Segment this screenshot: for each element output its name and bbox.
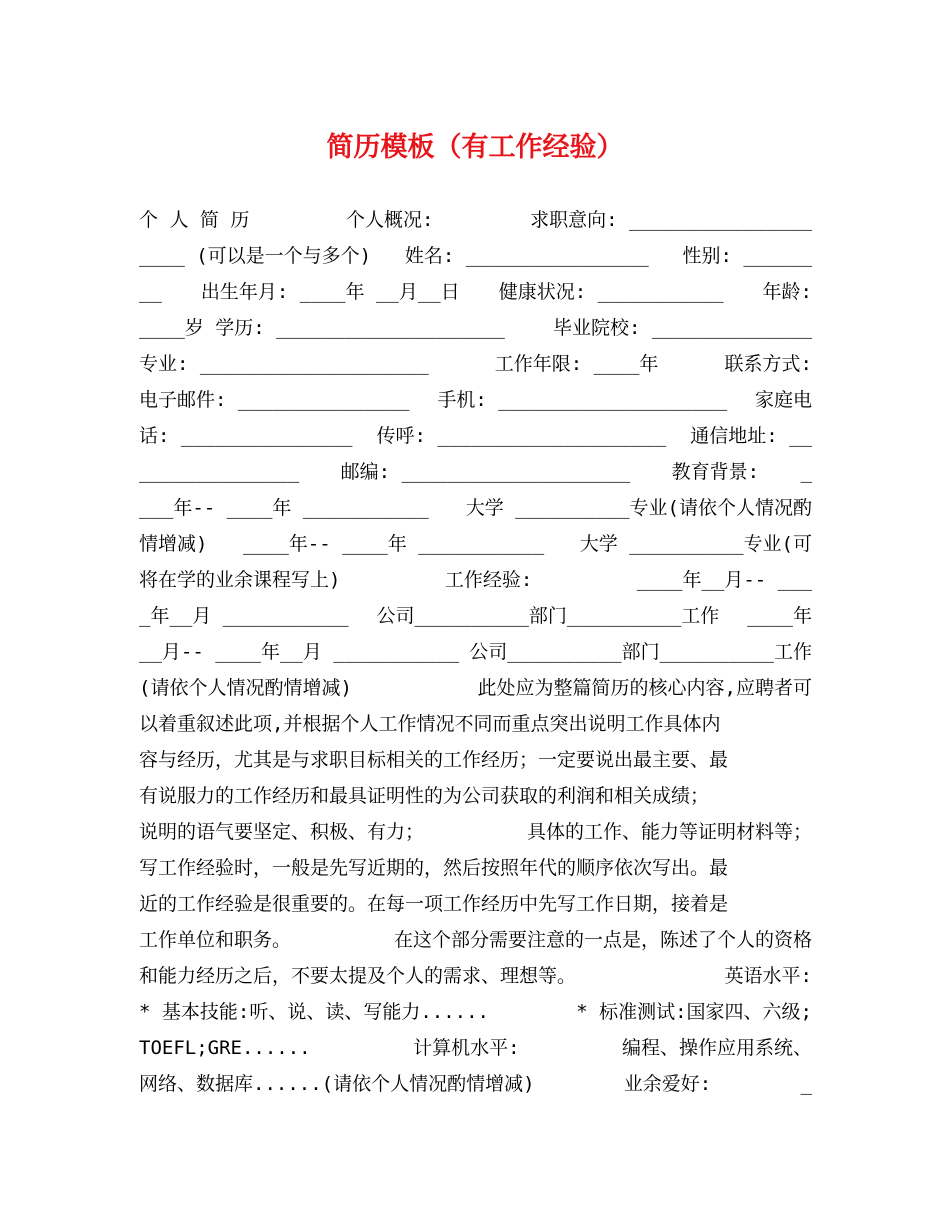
text-segment: 编程、操作应用系统、 bbox=[621, 1037, 812, 1059]
text-line bbox=[139, 490, 812, 526]
text-line bbox=[139, 598, 812, 634]
resume-template-body bbox=[139, 202, 812, 1102]
text-segment: 英语水平: bbox=[724, 965, 812, 987]
text-line bbox=[139, 706, 812, 742]
text-segment: ____年-- ____年 ___________ bbox=[243, 533, 545, 555]
text-segment: 健康状况: ___________ bbox=[498, 281, 724, 303]
text-segment: __月-- ____年__月 ___________ bbox=[139, 641, 460, 663]
text-segment: 具体的工作、能力等证明材料等； bbox=[526, 821, 812, 843]
text-line bbox=[139, 958, 812, 994]
text-segment: 电子邮件: _______________ bbox=[139, 389, 410, 411]
text-segment: 毕业院校: ______________ bbox=[552, 317, 812, 339]
text-line bbox=[139, 814, 812, 850]
text-segment: 大学 __________专业(请依个人情况酌 bbox=[465, 497, 812, 519]
text-line bbox=[139, 994, 812, 1030]
text-segment: 以着重叙述此项,并根据个人工作情况不同而重点突出说明工作具体内 bbox=[139, 713, 721, 735]
text-segment: ____岁 学历: ____________________ bbox=[139, 317, 505, 339]
text-segment: ____ (可以是一个与多个) bbox=[139, 245, 372, 267]
text-segment: 说明的语气要坚定、积极、有力； bbox=[139, 821, 425, 843]
text-segment: _ bbox=[800, 1073, 812, 1095]
text-segment: 姓名: ________________ bbox=[404, 245, 649, 267]
text-segment: 写工作经验时，一般是先写近期的，然后按照年代的顺序依次写出。最 bbox=[139, 857, 729, 879]
text-segment: 邮编: ____________________ bbox=[340, 461, 631, 483]
text-segment: 性别: ______ bbox=[682, 245, 812, 267]
text-segment: 家庭电 bbox=[754, 389, 812, 411]
text-segment: 话: _______________ bbox=[139, 425, 353, 447]
text-segment: 情增减) bbox=[139, 533, 208, 555]
text-segment: _年__月 ___________ bbox=[139, 605, 349, 627]
text-segment: 出生年月: ____年 __月__日 bbox=[200, 281, 460, 303]
text-segment: 教育背景: bbox=[671, 461, 760, 483]
text-segment: _ bbox=[800, 461, 812, 483]
text-segment: ____年 bbox=[747, 605, 812, 627]
text-segment: 在这个部分需要注意的一点是，陈述了个人的资格 bbox=[393, 929, 812, 951]
text-line bbox=[139, 418, 812, 454]
text-segment: (请依个人情况酌情增减) bbox=[139, 677, 352, 699]
text-segment: TOEFL;GRE...... bbox=[139, 1037, 311, 1059]
text-segment: 传呼: ____________________ bbox=[376, 425, 667, 447]
text-line bbox=[139, 1030, 812, 1066]
text-segment: ______________ bbox=[139, 461, 300, 483]
text-line bbox=[139, 922, 812, 958]
text-segment: 将在学的业余课程写上) bbox=[139, 569, 341, 591]
text-segment: 此处应为整篇简历的核心内容,应聘者可 bbox=[477, 677, 812, 699]
text-line bbox=[139, 310, 812, 346]
text-segment: 手机: ____________________ bbox=[437, 389, 728, 411]
text-segment: 业余爱好: bbox=[623, 1073, 712, 1095]
text-segment: 求职意向: ________________ bbox=[530, 209, 812, 231]
text-line bbox=[139, 526, 812, 562]
text-segment: 公司__________部门__________工作 bbox=[376, 605, 720, 627]
text-segment: 计算机水平: bbox=[413, 1037, 520, 1059]
text-line bbox=[139, 274, 812, 310]
text-segment: __ bbox=[139, 281, 162, 303]
text-segment: 工作经验: bbox=[444, 569, 533, 591]
text-line bbox=[139, 454, 812, 490]
text-segment: 大学 __________专业(可 bbox=[579, 533, 812, 555]
text-segment: 网络、数据库......(请依个人情况酌情增减) bbox=[139, 1073, 535, 1095]
text-segment: 和能力经历之后，不要太提及个人的需求、理想等。 bbox=[139, 965, 577, 987]
text-segment: 有说服力的工作经历和最具证明性的为公司获取的利润和相关成绩； bbox=[139, 785, 710, 807]
text-line bbox=[139, 850, 812, 886]
document-title: 简历模板（有工作经验） bbox=[326, 132, 624, 163]
text-line bbox=[139, 742, 812, 778]
text-segment: 工作单位和职务。 bbox=[139, 929, 292, 951]
text-segment: 年龄: bbox=[762, 281, 812, 303]
text-segment: 通信地址: __ bbox=[690, 425, 812, 447]
text-segment: 容与经历，尤其是与求职目标相关的工作经历；一定要说出最主要、最 bbox=[139, 749, 729, 771]
text-segment: 公司__________部门__________工作 bbox=[469, 641, 812, 663]
text-segment: 个人概况: bbox=[345, 209, 434, 231]
text-line bbox=[139, 670, 812, 706]
text-segment: 联系方式: bbox=[724, 353, 812, 375]
text-segment: * 标准测试:国家四、六级; bbox=[576, 1001, 812, 1023]
text-segment: ___年-- ____年 ___________ bbox=[139, 497, 429, 519]
text-segment: ____年__月-- ___ bbox=[636, 569, 812, 591]
text-line bbox=[139, 634, 812, 670]
text-line bbox=[139, 562, 812, 598]
text-segment: 近的工作经验是很重要的。在每一项工作经历中先写工作日期，接着是 bbox=[139, 893, 729, 915]
text-line bbox=[139, 382, 812, 418]
text-line bbox=[139, 778, 812, 814]
text-segment: * 基本技能:听、说、读、写能力...... bbox=[139, 1001, 489, 1023]
text-line bbox=[139, 346, 812, 382]
text-line bbox=[139, 1066, 812, 1102]
text-segment: 工作年限: ____年 bbox=[494, 353, 659, 375]
text-segment: 专业: ____________________ bbox=[139, 353, 429, 375]
text-line bbox=[139, 202, 812, 238]
text-line bbox=[139, 238, 812, 274]
text-line bbox=[139, 886, 812, 922]
text-segment: 个 人 简 历 bbox=[139, 209, 250, 231]
